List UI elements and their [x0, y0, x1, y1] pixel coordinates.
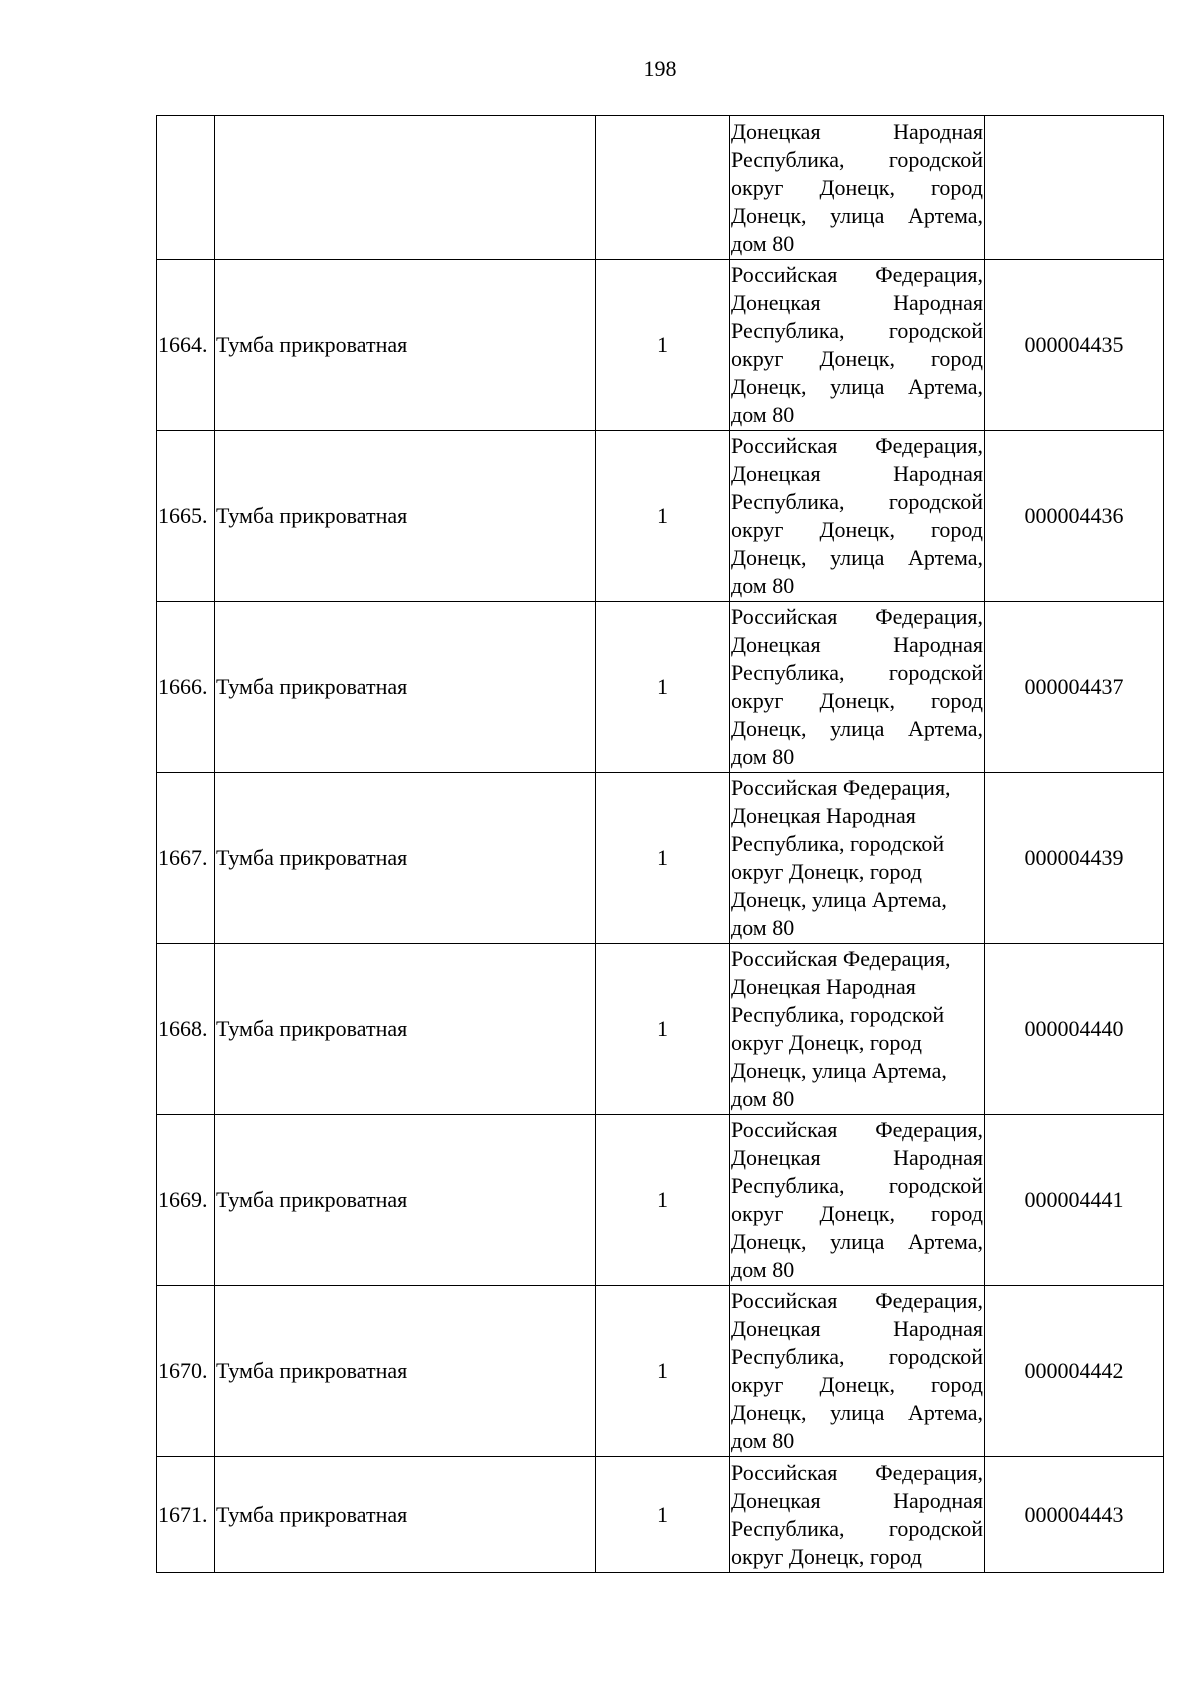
inventory-code-cell: 000004441	[985, 1115, 1164, 1286]
address-text: Российская Федерация, Донецкая Народная Республика, городской округ Донецк, город Донецк, улица Артема, дом 80	[731, 262, 983, 427]
address-cell	[730, 1457, 985, 1573]
inventory-code-cell: 000004442	[985, 1286, 1164, 1457]
inventory-code-cell: 000004437	[985, 602, 1164, 773]
inventory-table	[156, 115, 1164, 1573]
page-number: 198	[643, 56, 677, 81]
inventory-code-cell: 000004440	[985, 944, 1164, 1115]
row-number-cell: 1665.	[157, 431, 215, 602]
quantity-cell: 1	[596, 431, 730, 602]
item-name-cell: Тумба прикроватная	[215, 944, 596, 1115]
row-number-cell: 1666.	[157, 602, 215, 773]
quantity-cell: 1	[596, 944, 730, 1115]
quantity-cell: 1	[596, 260, 730, 431]
item-name-cell	[215, 116, 596, 260]
address-cell	[730, 1286, 985, 1457]
row-number-cell: 1664.	[157, 260, 215, 431]
address-cell	[730, 773, 985, 944]
row-number-cell: 1671.	[157, 1457, 215, 1573]
quantity-cell	[596, 116, 730, 260]
quantity-cell: 1	[596, 602, 730, 773]
quantity-cell: 1	[596, 1115, 730, 1286]
address-text: Российская Федерация, Донецкая Народная Республика, городской округ Донецк, город Донецк, улица Артема, дом 80	[731, 604, 983, 769]
quantity-cell: 1	[596, 1286, 730, 1457]
row-number-cell: 1669.	[157, 1115, 215, 1286]
row-number-cell: 1667.	[157, 773, 215, 944]
row-number-cell: 1670.	[157, 1286, 215, 1457]
address-text: Российская Федерация, Донецкая Народная Республика, городской округ Донецк, город Донецк, улица Артема, дом 80	[731, 1117, 983, 1282]
address-cell	[730, 944, 985, 1115]
table-row	[157, 1115, 1164, 1286]
address-text: Российская Федерация, Донецкая Народная Республика, городской округ Донецк, город Донецк, улица Артема, дом 80	[731, 433, 983, 598]
quantity-cell: 1	[596, 1457, 730, 1573]
table-row	[157, 260, 1164, 431]
item-name-cell: Тумба прикроватная	[215, 1286, 596, 1457]
inventory-code-cell: 000004435	[985, 260, 1164, 431]
table-row	[157, 1286, 1164, 1457]
address-text: Российская Федерация, Донецкая Народная Республика, городской округ Донецк, город Донецк, улица Артема, дом 80	[731, 1288, 983, 1453]
address-cell	[730, 116, 985, 260]
table-row	[157, 602, 1164, 773]
table-row	[157, 1457, 1164, 1573]
item-name-cell: Тумба прикроватная	[215, 773, 596, 944]
inventory-code-cell: 000004436	[985, 431, 1164, 602]
item-name-cell: Тумба прикроватная	[215, 260, 596, 431]
address-text: Российская Федерация, Донецкая Народная Республика, городской округ Донецк, город Донецк, улица Артема, дом 80	[731, 946, 951, 1111]
address-cell	[730, 260, 985, 431]
inventory-code-cell: 000004439	[985, 773, 1164, 944]
inventory-table-body	[157, 116, 1164, 1573]
row-number-cell	[157, 116, 215, 260]
inventory-code-cell	[985, 116, 1164, 260]
row-number-cell: 1668.	[157, 944, 215, 1115]
item-name-cell: Тумба прикроватная	[215, 1115, 596, 1286]
table-row	[157, 116, 1164, 260]
address-text: Российская Федерация, Донецкая Народная Республика, городской округ Донецк, город Донецк, улица Артема, дом 80	[731, 775, 951, 940]
quantity-cell: 1	[596, 773, 730, 944]
table-row	[157, 944, 1164, 1115]
inventory-code-cell: 000004443	[985, 1457, 1164, 1573]
item-name-cell: Тумба прикроватная	[215, 431, 596, 602]
table-row	[157, 773, 1164, 944]
address-cell	[730, 431, 985, 602]
item-name-cell: Тумба прикроватная	[215, 602, 596, 773]
item-name-cell: Тумба прикроватная	[215, 1457, 596, 1573]
address-cell	[730, 1115, 985, 1286]
table-row	[157, 431, 1164, 602]
address-text: Донецкая Народная Республика, городской округ Донецк, город Донецк, улица Артема, дом 80	[731, 118, 983, 256]
address-text: Российская Федерация, Донецкая Народная Республика, городской округ Донецк, город	[731, 1459, 983, 1569]
address-cell	[730, 602, 985, 773]
